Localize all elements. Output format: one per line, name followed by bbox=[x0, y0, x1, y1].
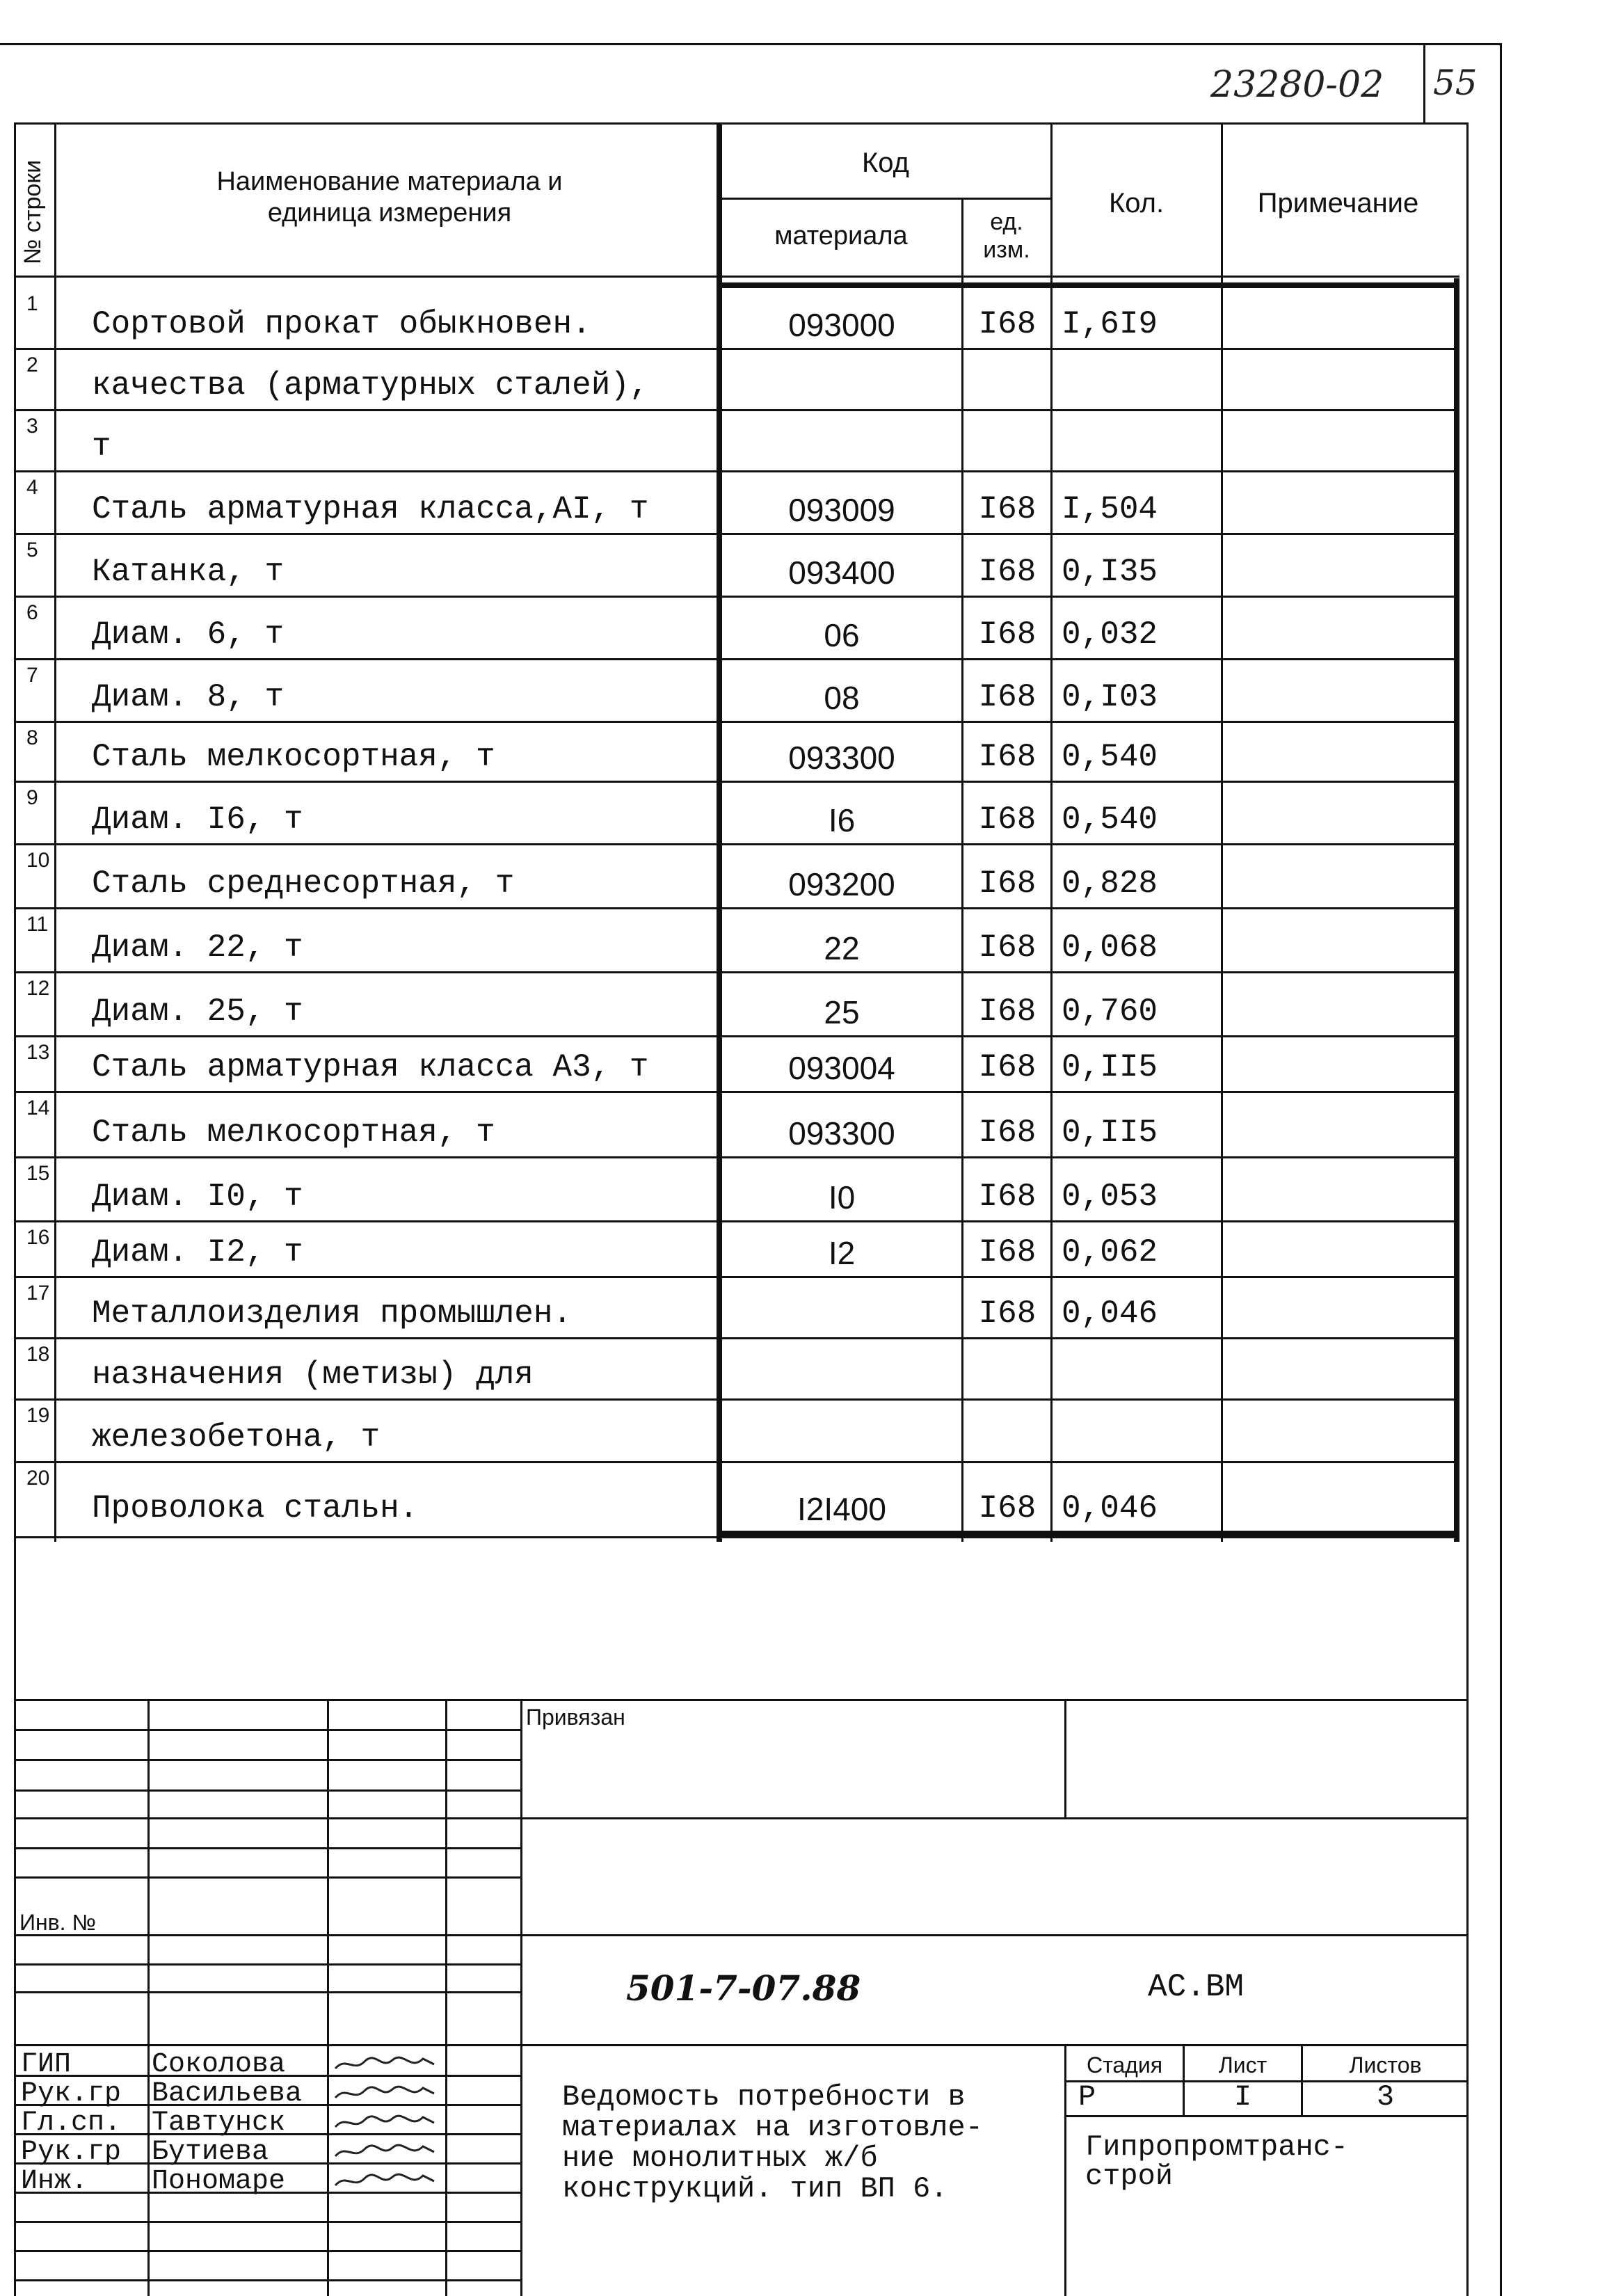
attached-label: Привязан bbox=[526, 1705, 625, 1730]
signature-scribble bbox=[333, 2084, 437, 2103]
unit-code: I68 bbox=[978, 994, 1037, 1030]
table-row bbox=[0, 1400, 1468, 1462]
row-number: 15 bbox=[26, 1162, 50, 1185]
quantity: 0,046 bbox=[1062, 1296, 1158, 1332]
row-divider bbox=[14, 843, 1459, 845]
table-row bbox=[0, 1037, 1468, 1092]
quantity: 0,032 bbox=[1062, 616, 1158, 653]
material-name: Диам. I2, т bbox=[92, 1234, 303, 1270]
quantity: 0,II5 bbox=[1062, 1115, 1158, 1151]
signer-role: ГИП bbox=[21, 2049, 72, 2080]
unit-code: I68 bbox=[978, 1115, 1037, 1151]
material-name-header-line2: единица измерения bbox=[267, 198, 512, 228]
row-divider bbox=[14, 1337, 1459, 1339]
material-name: Диам. 6, т bbox=[92, 616, 285, 653]
signer-role: Инж. bbox=[21, 2166, 88, 2197]
stage-label: Стадия bbox=[1086, 2052, 1163, 2078]
project-code: 501-7-07.88 bbox=[626, 1968, 861, 2009]
row-number: 13 bbox=[26, 1041, 50, 1064]
row-divider bbox=[14, 1220, 1459, 1222]
row-number: 12 bbox=[26, 977, 50, 1000]
material-name: Диам. I0, т bbox=[92, 1179, 303, 1215]
material-code: I6 bbox=[828, 802, 856, 838]
material-name: железобетона, т bbox=[92, 1419, 381, 1456]
material-name: Сталь арматурная класса А3, т bbox=[92, 1049, 649, 1085]
material-name-header-line1: Наименование материала и bbox=[216, 167, 563, 196]
unit-header-line2: изм. bbox=[983, 237, 1030, 263]
code-header: Код bbox=[861, 148, 909, 178]
row-number: 4 bbox=[26, 476, 38, 499]
inventory-number-label: Инв. № bbox=[19, 1910, 96, 1935]
row-divider bbox=[14, 470, 1459, 472]
quantity: 0,I03 bbox=[1062, 679, 1158, 715]
quantity: 0,828 bbox=[1062, 866, 1158, 902]
signer-name: Пономаре bbox=[152, 2166, 286, 2197]
table-row bbox=[0, 845, 1468, 909]
unit-code: I68 bbox=[978, 1049, 1037, 1085]
table-row bbox=[0, 349, 1468, 410]
material-code: 093004 bbox=[788, 1050, 895, 1086]
signer-name: Бутиева bbox=[152, 2137, 269, 2168]
row-number: 18 bbox=[26, 1343, 50, 1366]
unit-code: I68 bbox=[978, 866, 1037, 902]
unit-code: I68 bbox=[978, 1490, 1037, 1526]
unit-code: I68 bbox=[978, 1234, 1037, 1270]
material-name: назначения (метизы) для bbox=[92, 1357, 534, 1393]
material-name: Металлоизделия промышлен. bbox=[92, 1296, 573, 1332]
table-row bbox=[0, 1222, 1468, 1277]
material-code: I2I400 bbox=[797, 1491, 886, 1527]
table-row bbox=[0, 410, 1468, 472]
unit-code: I68 bbox=[978, 739, 1037, 775]
material-name: Сталь среднесортная, т bbox=[92, 866, 515, 902]
table-row bbox=[0, 909, 1468, 973]
material-code: 093300 bbox=[788, 1115, 895, 1151]
row-divider bbox=[14, 907, 1459, 909]
row-divider bbox=[14, 1276, 1459, 1278]
row-divider bbox=[14, 348, 1459, 350]
unit-code: I68 bbox=[978, 491, 1037, 527]
material-code: 25 bbox=[824, 994, 860, 1030]
row-number: 17 bbox=[26, 1282, 50, 1305]
quantity: 0,540 bbox=[1062, 739, 1158, 775]
material-name: Сталь мелкосортная, т bbox=[92, 1115, 495, 1151]
unit-code: I68 bbox=[978, 930, 1037, 966]
material-code: 093400 bbox=[788, 555, 895, 591]
organization-line-1: Гипропромтранс- bbox=[1085, 2130, 1349, 2164]
material-code: 06 bbox=[824, 617, 860, 653]
row-number: 7 bbox=[26, 664, 38, 687]
sheets-label: Листов bbox=[1349, 2052, 1422, 2078]
row-divider bbox=[14, 533, 1459, 535]
signer-name: Соколова bbox=[152, 2049, 286, 2080]
signer-role: Гл.сп. bbox=[21, 2107, 122, 2139]
quantity-header: Кол. bbox=[1108, 188, 1165, 218]
quantity: 0,540 bbox=[1062, 802, 1158, 838]
table-row bbox=[0, 534, 1468, 597]
material-name: Сортовой прокат обыкновен. bbox=[92, 306, 591, 342]
row-number: 14 bbox=[26, 1097, 50, 1119]
table-row bbox=[0, 973, 1468, 1037]
stage-value: Р bbox=[1078, 2080, 1096, 2114]
material-code: 093009 bbox=[788, 492, 895, 528]
row-number: 6 bbox=[26, 601, 38, 624]
material-name: Диам. 25, т bbox=[92, 994, 303, 1030]
material-name: Диам. I6, т bbox=[92, 802, 303, 838]
material-name: Сталь мелкосортная, т bbox=[92, 739, 495, 775]
row-divider bbox=[14, 721, 1459, 723]
organization-line-2: строй bbox=[1085, 2160, 1174, 2193]
quantity: 0,I35 bbox=[1062, 554, 1158, 590]
row-divider bbox=[14, 1091, 1459, 1093]
unit-code: I68 bbox=[978, 1179, 1037, 1215]
row-number: 8 bbox=[26, 726, 38, 749]
row-number: 9 bbox=[26, 786, 38, 809]
row-number: 2 bbox=[26, 353, 38, 376]
row-divider bbox=[14, 781, 1459, 783]
table-row bbox=[0, 1339, 1468, 1400]
material-name: Проволока стальн. bbox=[92, 1490, 419, 1526]
material-code: 22 bbox=[824, 930, 860, 966]
material-name: Диам. 8, т bbox=[92, 679, 285, 715]
unit-header-line1: ед. bbox=[990, 209, 1023, 235]
title-line-3: ние монолитных ж/б bbox=[562, 2142, 878, 2175]
unit-code: I68 bbox=[978, 554, 1037, 590]
row-divider bbox=[14, 971, 1459, 973]
table-row bbox=[0, 288, 1468, 349]
quantity: 0,760 bbox=[1062, 994, 1158, 1030]
row-number-header: № строки bbox=[19, 159, 46, 264]
row-number: 10 bbox=[26, 849, 50, 872]
material-code: I2 bbox=[828, 1235, 856, 1271]
section-code: АС.ВМ bbox=[1148, 1969, 1245, 2005]
row-number: 19 bbox=[26, 1404, 50, 1427]
material-code-header: материала bbox=[774, 221, 908, 250]
material-name: т bbox=[92, 429, 111, 465]
unit-code: I68 bbox=[978, 802, 1037, 838]
row-divider bbox=[14, 1398, 1459, 1401]
table-row bbox=[0, 1092, 1468, 1158]
signer-role: Рук.гр bbox=[21, 2078, 122, 2110]
row-number: 16 bbox=[26, 1226, 50, 1249]
table-row bbox=[0, 782, 1468, 845]
row-number: 5 bbox=[26, 539, 38, 561]
unit-code: I68 bbox=[978, 679, 1037, 715]
table-row bbox=[0, 1462, 1468, 1533]
row-number: 11 bbox=[26, 913, 49, 936]
title-line-1: Ведомость потребности в bbox=[562, 2080, 966, 2114]
note-header: Примечание bbox=[1257, 188, 1419, 218]
title-line-4: конструкций. тип ВП 6. bbox=[562, 2172, 948, 2206]
unit-code: I68 bbox=[978, 1296, 1037, 1332]
row-divider bbox=[14, 1156, 1459, 1158]
signature-scribble bbox=[333, 2171, 437, 2191]
signature-scribble bbox=[333, 2055, 437, 2074]
quantity: 0,053 bbox=[1062, 1179, 1158, 1215]
material-code: 093000 bbox=[788, 307, 895, 343]
quantity: I,6I9 bbox=[1062, 306, 1158, 342]
material-name: Сталь арматурная класса,AI, т bbox=[92, 491, 649, 527]
sheets-value: 3 bbox=[1376, 2080, 1395, 2114]
row-number: 3 bbox=[26, 415, 38, 438]
title-line-2: материалах на изготовле- bbox=[562, 2111, 983, 2144]
material-name: Диам. 22, т bbox=[92, 930, 303, 966]
table-row bbox=[0, 1277, 1468, 1339]
quantity: I,504 bbox=[1062, 491, 1158, 527]
row-number: 20 bbox=[26, 1467, 50, 1490]
row-divider bbox=[14, 1461, 1459, 1463]
signature-scribble bbox=[333, 2113, 437, 2132]
signer-name: Тавтунск bbox=[152, 2107, 286, 2139]
row-number: 1 bbox=[26, 292, 38, 315]
material-code: 093200 bbox=[788, 866, 895, 902]
table-row bbox=[0, 597, 1468, 660]
material-code: I0 bbox=[828, 1179, 856, 1215]
quantity: 0,062 bbox=[1062, 1234, 1158, 1270]
row-divider bbox=[14, 409, 1459, 411]
row-divider bbox=[14, 596, 1459, 598]
material-name: качества (арматурных сталей), bbox=[92, 367, 649, 404]
signer-name: Васильева bbox=[152, 2078, 303, 2110]
unit-code: I68 bbox=[978, 306, 1037, 342]
sheet-value: I bbox=[1233, 2080, 1252, 2114]
sheet-label: Лист bbox=[1218, 2052, 1267, 2078]
table-row bbox=[0, 472, 1468, 534]
unit-code: I68 bbox=[978, 616, 1037, 653]
quantity: 0,II5 bbox=[1062, 1049, 1158, 1085]
signer-role: Рук.гр bbox=[21, 2137, 122, 2168]
material-name: Катанка, т bbox=[92, 554, 285, 590]
table-row bbox=[0, 1158, 1468, 1222]
material-code: 08 bbox=[824, 680, 860, 716]
row-divider bbox=[14, 1035, 1459, 1037]
document-number: 23280-02 bbox=[1210, 64, 1384, 106]
row-divider bbox=[14, 658, 1459, 660]
signature-scribble bbox=[333, 2142, 437, 2162]
sheet-number: 55 bbox=[1433, 63, 1478, 103]
quantity: 0,046 bbox=[1062, 1490, 1158, 1526]
table-row bbox=[0, 722, 1468, 782]
material-code: 093300 bbox=[788, 740, 895, 776]
quantity: 0,068 bbox=[1062, 930, 1158, 966]
table-row bbox=[0, 660, 1468, 722]
